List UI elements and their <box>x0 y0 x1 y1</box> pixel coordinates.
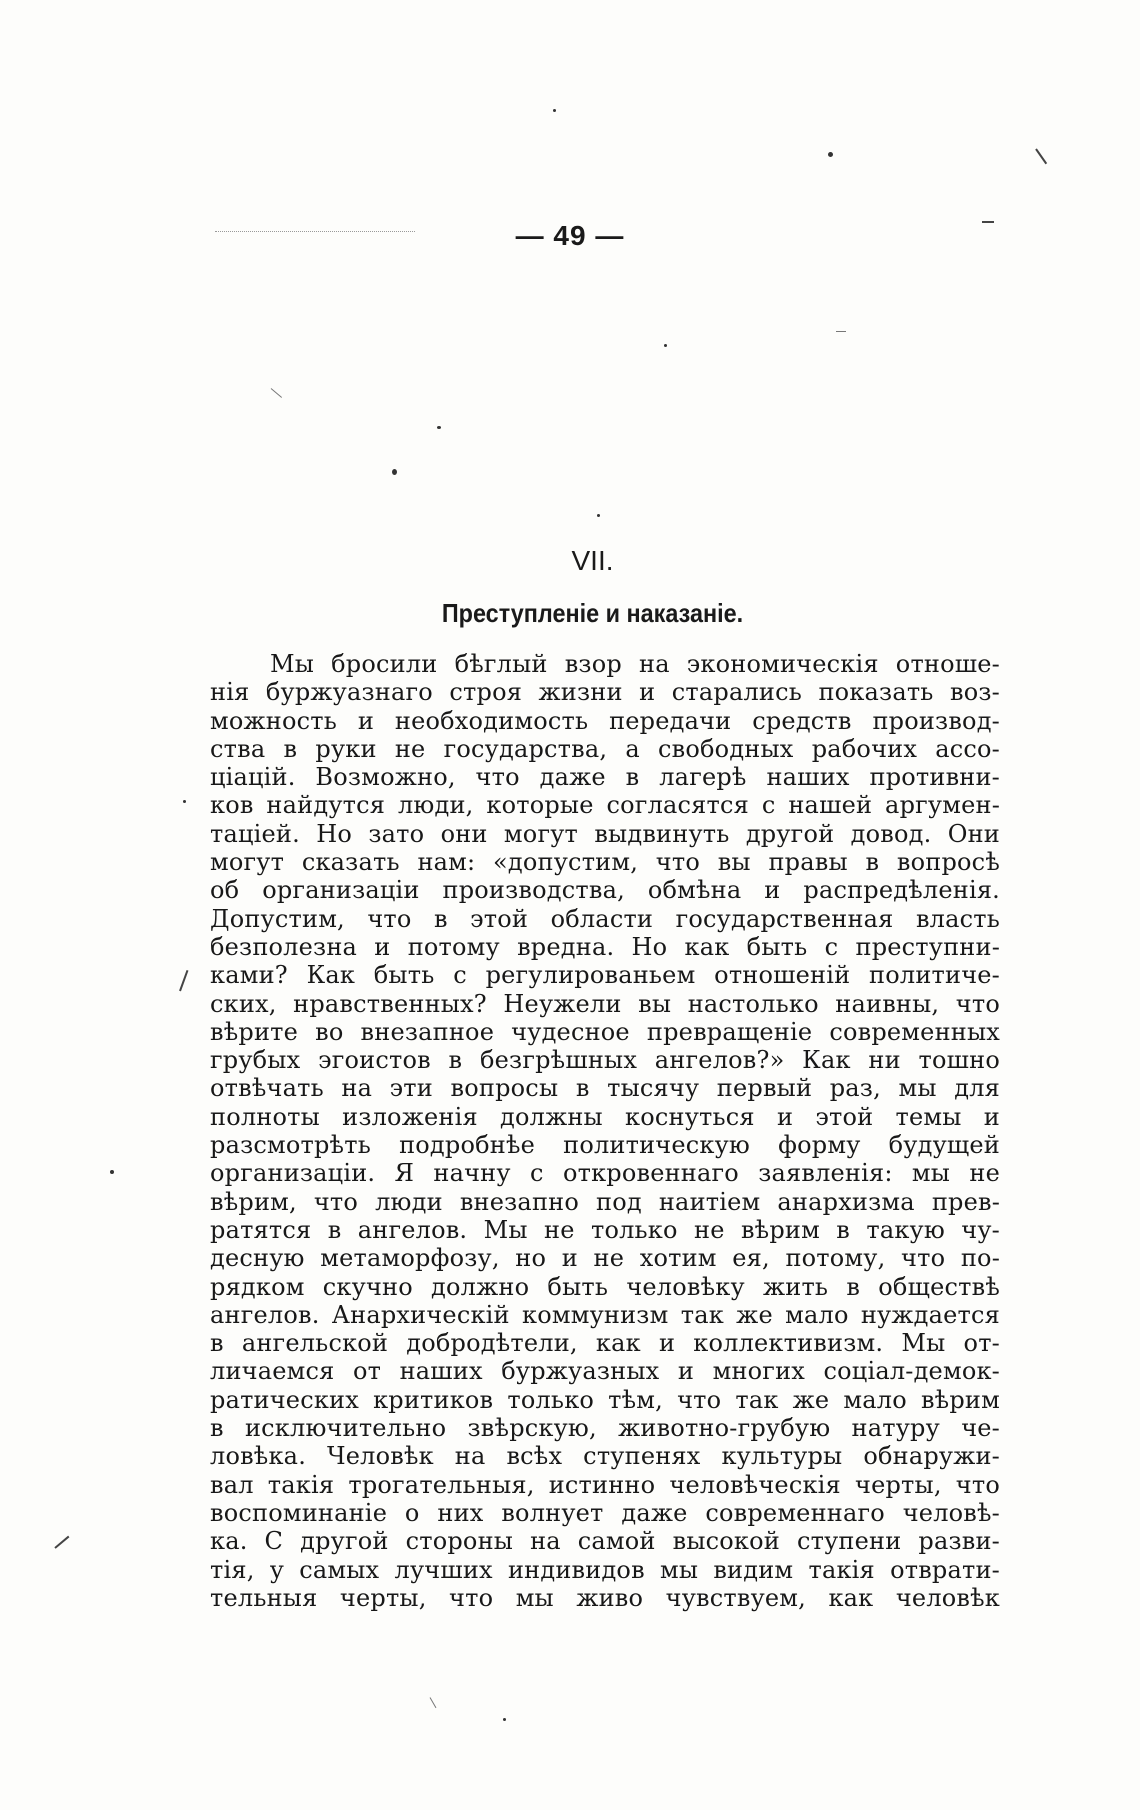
text-line: грубых эгоистов в безгрѣшных ангелов?» Как ни тошно <box>210 1046 1000 1075</box>
text-line: тельныя черты, что мы живо чувствуем, как человѣк <box>210 1583 1000 1612</box>
scan-mark <box>271 388 282 398</box>
text-line: ратических критиков только тѣм, что так же мало вѣрим <box>210 1385 1000 1414</box>
text-line: тія, у самых лучших индивидов мы видим такія отврати- <box>210 1555 1000 1584</box>
text-line: ловѣка. Человѣк на всѣх ступенях культуры обнаружи- <box>210 1442 1000 1471</box>
text-line: полноты изложенія должны коснуться и этой темы и <box>210 1102 1000 1131</box>
text-line: отвѣчать на эти вопросы в тысячу первый раз, мы для <box>210 1074 1000 1103</box>
text-line: личаемся от наших буржуазных и многих соціал-демок- <box>210 1357 1000 1386</box>
text-line: могут сказать нам: «допустим, что вы правы в вопросѣ <box>210 848 1000 877</box>
text-line: разсмотрѣть подробнѣе политическую форму будущей <box>210 1131 1000 1160</box>
text-line: безполезна и потому вредна. Но как быть с преступни- <box>210 932 1000 961</box>
text-line: организаціи. Я начну с откровеннаго заявленія: мы не <box>210 1159 1000 1188</box>
text-line: в ангельской добродѣтели, как и коллективизм. Мы от- <box>210 1329 1000 1358</box>
text-line: воспоминаніе о них волнует даже современнаго человѣ- <box>210 1498 1000 1527</box>
text-line: нія буржуазнаго строя жизни и старались показать воз- <box>210 678 1000 707</box>
scan-mark <box>982 221 994 223</box>
text-line: десную метаморфозу, но и не хотим ея, потому, что по- <box>210 1244 1000 1273</box>
text-line: ангелов. Анархическій коммунизм так же мало нуждается <box>210 1300 1000 1329</box>
chapter-number: VII. <box>571 545 614 576</box>
scan-speck <box>437 426 441 429</box>
scan-mark <box>54 1536 69 1549</box>
text-line: вал такія трогательныя, истинно человѣческія черты, что <box>210 1470 1000 1499</box>
scan-mark <box>430 1697 437 1708</box>
scan-speck <box>597 514 600 517</box>
scan-speck <box>664 344 667 347</box>
text-line: Допустим, что в этой области государственная власть <box>210 904 1000 933</box>
scan-mark <box>836 331 846 332</box>
scan-speck <box>392 469 397 475</box>
text-line: можность и необходимость передачи средств производ- <box>210 706 1000 735</box>
text-line: об организаціи производства, обмѣна и распредѣленія. <box>210 876 1000 905</box>
text-line: вѣрите во внезапное чудесное превращеніе современных <box>210 1017 1000 1046</box>
text-line: в исключительно звѣрскую, животно-грубую натуру че- <box>210 1414 1000 1443</box>
scan-mark <box>179 970 188 991</box>
scan-speck <box>183 800 186 803</box>
scan-speck <box>503 1718 506 1721</box>
scan-mark <box>1035 148 1047 164</box>
scan-mark <box>215 231 415 232</box>
text-line: таціей. Но зато они могут выдвинуть другой довод. Они <box>210 819 1000 848</box>
page-number: — 49 — <box>515 220 625 251</box>
text-line: вѣрим, что люди внезапно под наитіем анархизма прев- <box>210 1187 1000 1216</box>
text-line: ка. С другой стороны на самой высокой ступени разви- <box>210 1527 1000 1556</box>
text-line: ратятся в ангелов. Мы не только не вѣрим в такую чу- <box>210 1215 1000 1244</box>
text-line: ками? Как быть с регулированьем отношеній политиче- <box>210 961 1000 990</box>
text-line: Мы бросили бѣглый взор на экономическія отноше- <box>270 650 1000 678</box>
text-line: рядком скучно должно быть человѣку жить в обществѣ <box>210 1272 1000 1301</box>
body-text <box>210 650 1000 1612</box>
text-line: ских, нравственных? Неужели вы настолько наивны, что <box>210 989 1000 1018</box>
scan-speck <box>553 109 556 112</box>
text-line: ціацій. Возможно, что даже в лагерѣ наших противни- <box>210 763 1000 792</box>
scan-speck <box>110 1170 114 1174</box>
text-line: ков найдутся люди, которые согласятся с нашей аргумен- <box>210 791 1000 820</box>
scan-speck <box>828 152 833 157</box>
text-line: ства в руки не государства, а свободных рабочих ассо- <box>210 734 1000 763</box>
chapter-title: Преступленіе и наказаніе. <box>441 598 744 628</box>
